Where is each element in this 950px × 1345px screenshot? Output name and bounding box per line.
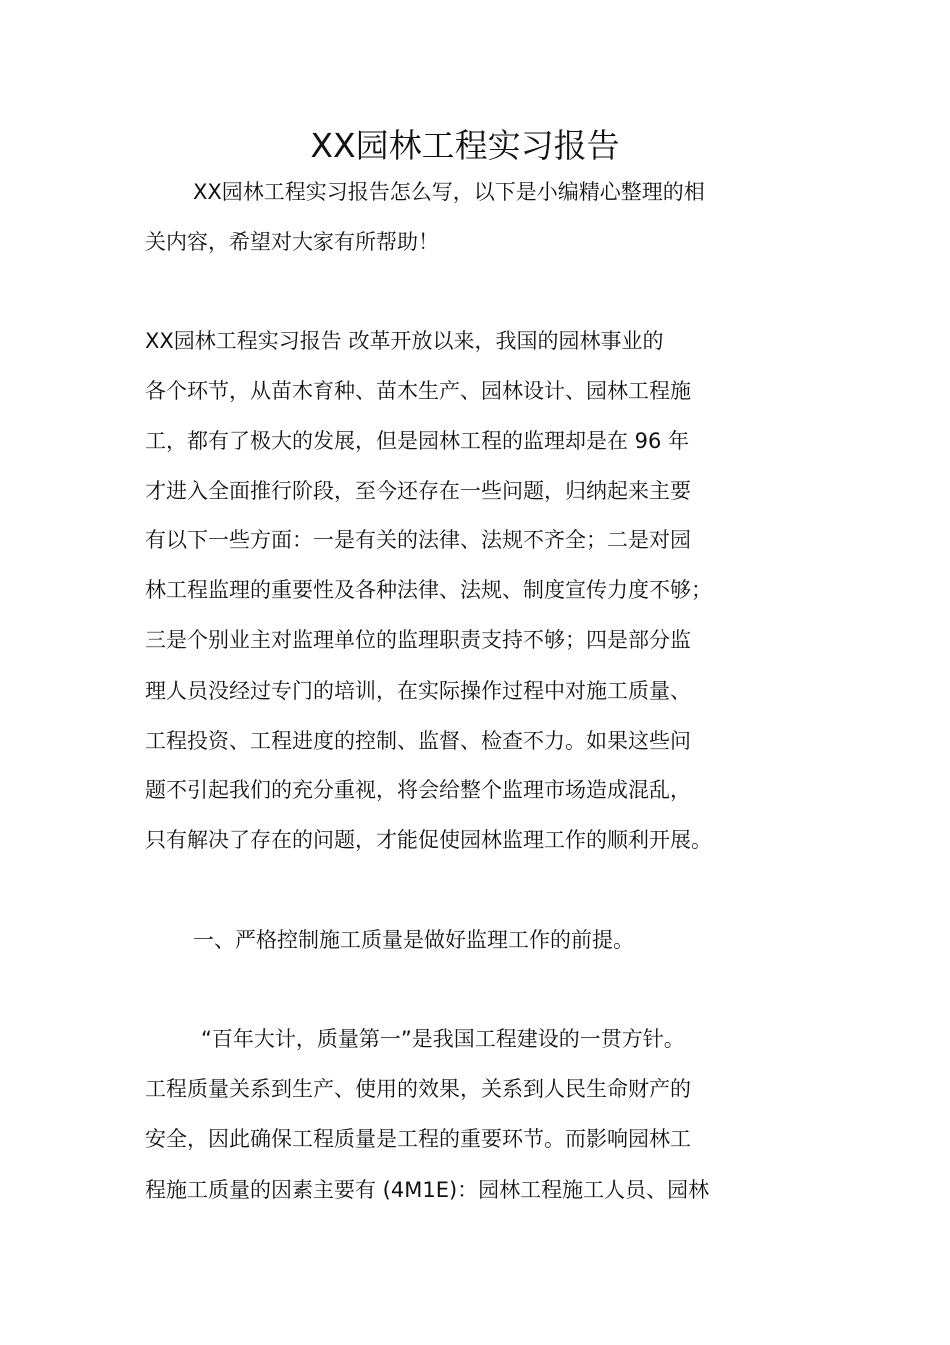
paragraph-line: 三是个别业主对监理单位的监理职责支持不够；四是部分监 (145, 628, 691, 652)
paragraph-line: 程施工质量的因素主要有 (4M1E)：园林工程施工人员、园林 (145, 1178, 710, 1202)
paragraph-line: 题不引起我们的充分重视，将会给整个监理市场造成混乱， (145, 778, 691, 802)
intro-line: 关内容，希望对大家有所帮助！ (145, 230, 439, 254)
paragraph-line: 工，都有了极大的发展，但是园林工程的监理却是在 96 年 (145, 429, 690, 453)
paragraph-line: 工程质量关系到生产、使用的效果，关系到人民生命财产的 (145, 1077, 691, 1101)
paragraph-line: XX园林工程实习报告 改革开放以来，我国的园林事业的 (145, 329, 664, 353)
intro-line: XX园林工程实习报告怎么写，以下是小编精心整理的相 (193, 180, 705, 204)
paragraph-line: 才进入全面推行阶段，至今还存在一些问题，归纳起来主要 (145, 479, 691, 503)
paragraph-line: 理人员没经过专门的培训，在实际操作过程中对施工质量、 (145, 679, 691, 703)
paragraph-line: “百年大计，质量第一”是我国工程建设的一贯方针。 (201, 1027, 685, 1051)
paragraph-line: 安全，因此确保工程质量是工程的重要环节。而影响园林工 (145, 1127, 691, 1151)
paragraph-line: 只有解决了存在的问题，才能促使园林监理工作的顺利开展。 (145, 828, 712, 852)
section-heading: 一、严格控制施工质量是做好监理工作的前提。 (193, 928, 634, 952)
paragraph-line: 林工程监理的重要性及各种法律、法规、制度宣传力度不够； (145, 578, 712, 602)
document-title: XX园林工程实习报告 (310, 126, 620, 165)
paragraph-line: 各个环节，从苗木育种、苗木生产、园林设计、园林工程施 (145, 379, 691, 403)
paragraph-line: 工程投资、工程进度的控制、监督、检查不力。如果这些问 (145, 729, 691, 753)
paragraph-line: 有以下一些方面：一是有关的法律、法规不齐全；二是对园 (145, 528, 691, 552)
